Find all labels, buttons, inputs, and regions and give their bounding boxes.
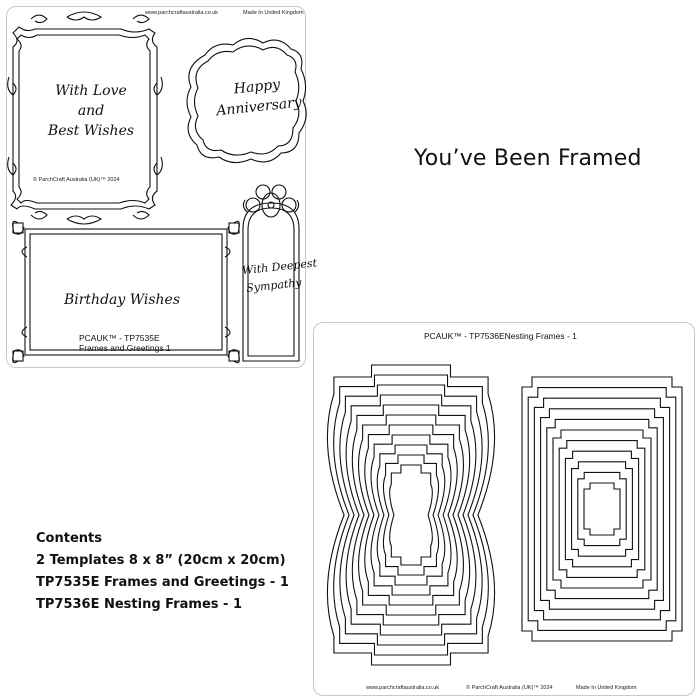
- frame4-line-2: Sympathy: [245, 276, 303, 295]
- sheet2-made-in: Made In United Kingdom: [576, 685, 637, 691]
- ornate-nesting-frames: [327, 365, 494, 665]
- contents-heading: Contents: [36, 531, 102, 546]
- product-title: You’ve Been Framed: [414, 146, 642, 171]
- frame1-copyright: © ParchCraft Australia (UK)™ 2024: [33, 177, 120, 183]
- frame1-line-3: Best Wishes: [47, 123, 135, 139]
- notched-rectangle-nesting-frames: [522, 377, 682, 641]
- contents-line-1: 2 Templates 8 x 8” (20cm x 20cm): [36, 553, 286, 568]
- contents-line-2: TP7535E Frames and Greetings - 1: [36, 575, 289, 590]
- ornate-frame-outline: [346, 395, 476, 635]
- ornate-frame-outline: [390, 465, 433, 565]
- sheet2-header: PCAUK™ - TP7536ENesting Frames - 1: [424, 331, 577, 341]
- sheet1-code: PCAUK™ - TP7535E: [79, 333, 160, 343]
- frames-and-greetings-artwork: [7, 7, 318, 367]
- ornate-frame-outline: [352, 405, 469, 625]
- nesting-frames-artwork: [314, 323, 694, 695]
- ornate-frame-outline: [377, 445, 445, 585]
- notched-frame-outline: [584, 483, 620, 535]
- sheet2-website: www.parchcraftaustralia.co.uk: [366, 685, 440, 691]
- frame1-line-1: With Love: [55, 83, 127, 99]
- frame1-line-2: and: [77, 103, 105, 119]
- frame4-line-1: With Deepest: [241, 256, 318, 278]
- notched-frame-outline: [528, 388, 676, 631]
- template-sheet-nesting-frames: [313, 322, 695, 696]
- frame3-text: Birthday Wishes: [63, 292, 181, 308]
- contents-list: [36, 528, 289, 616]
- ornate-frame-outline: [327, 365, 494, 665]
- sheet1-name: Frames and Greetings 1: [79, 343, 171, 353]
- notched-frame-outline: [572, 462, 633, 556]
- notched-frame-outline: [534, 398, 669, 620]
- ornate-frame-outline: [371, 435, 451, 595]
- sheet1-website: www.parchcraftaustralia.co.uk: [145, 10, 219, 16]
- contents-line-3: TP7536E Nesting Frames - 1: [36, 597, 243, 612]
- notched-frame-outline: [522, 377, 682, 641]
- ornate-frame-outline: [340, 385, 482, 645]
- sheet2-copyright: © ParchCraft Australia (UK)™ 2024: [466, 685, 553, 691]
- frame2-line-1: Happy: [233, 76, 281, 98]
- notched-frame-outline: [547, 419, 657, 598]
- notched-frame-outline: [553, 430, 651, 588]
- sheet1-made-in: Made In United Kingdom: [243, 10, 304, 16]
- template-sheet-frames-and-greetings: [6, 6, 318, 368]
- frame2-line-2: Anniversary: [215, 94, 303, 120]
